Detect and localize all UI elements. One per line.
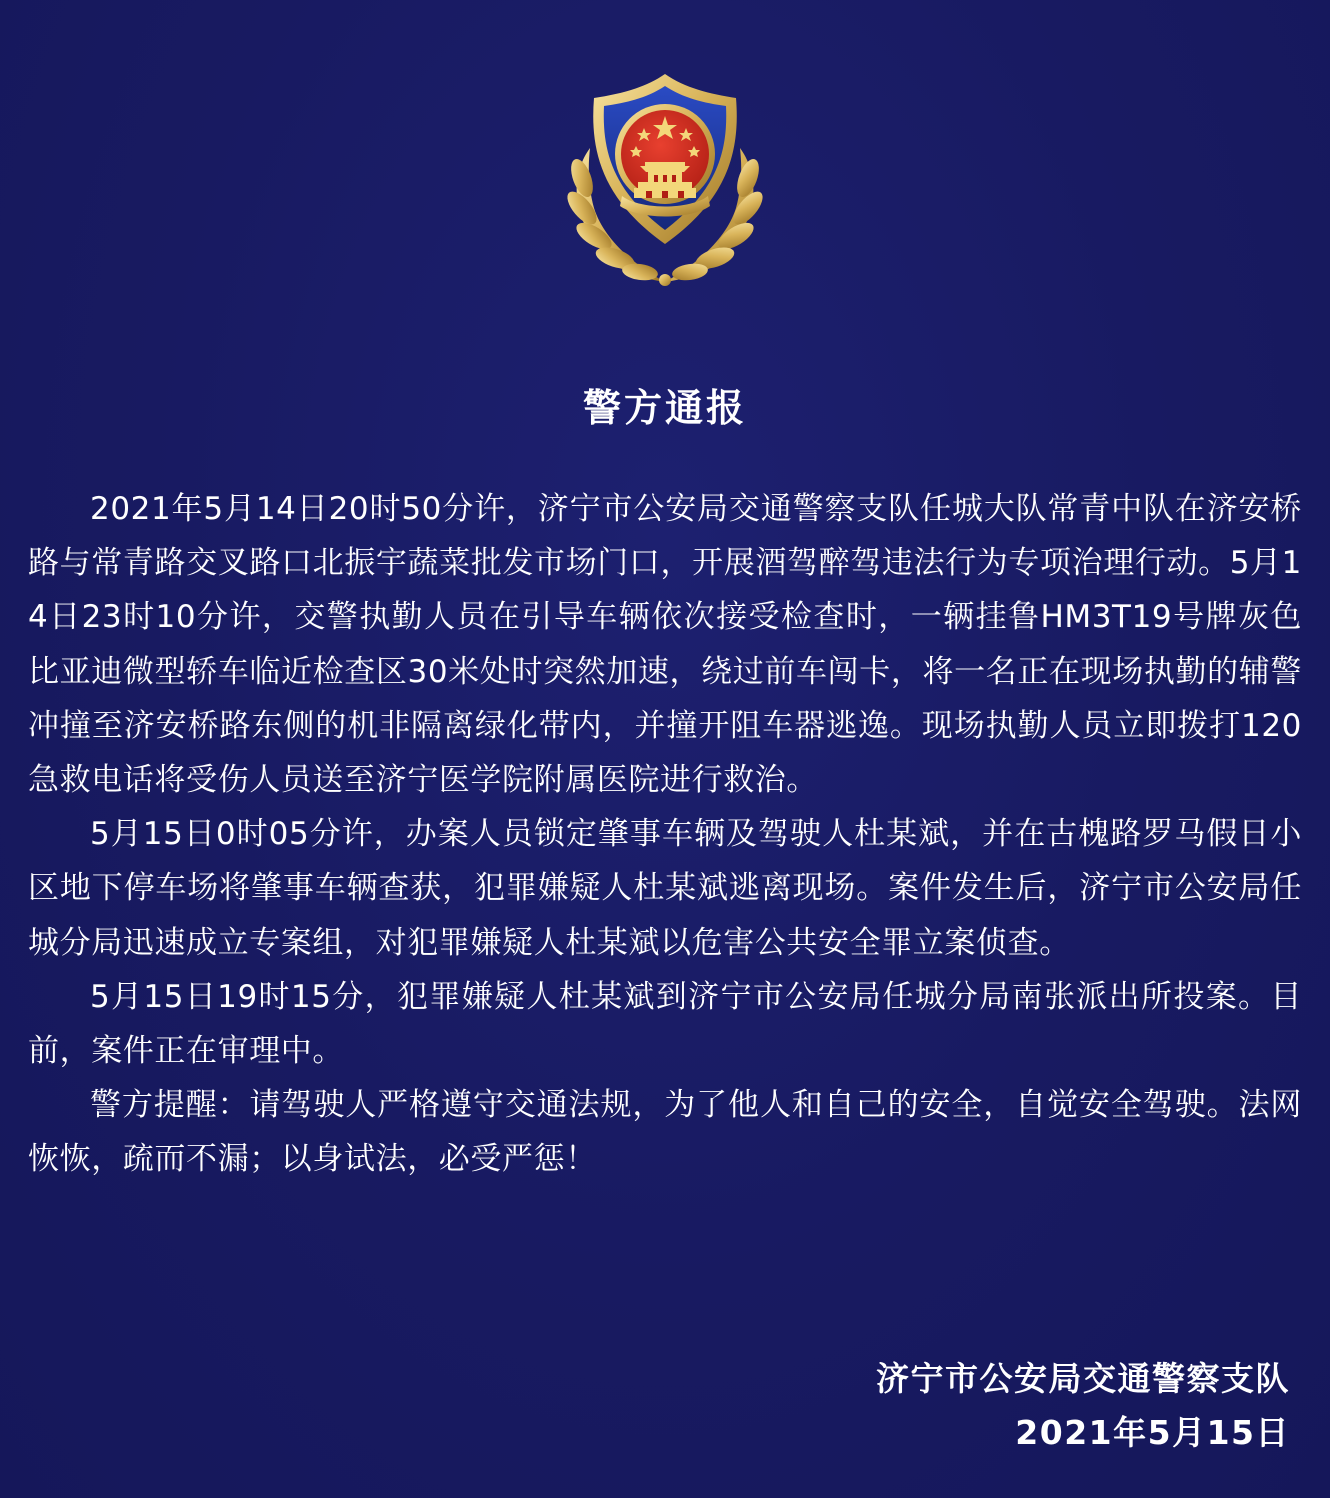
paragraph-reminder: 警方提醒：请驾驶人严格遵守交通法规，为了他人和自己的安全，自觉安全驾驶。法网恢恢，疏而不漏；以身试法，必受严惩！	[28, 1087, 1302, 1178]
issuer-name: 济宁市公安局交通警察支队	[876, 1359, 1290, 1398]
notice-body	[28, 482, 1302, 1187]
paragraph-surrender: 5月15日19时15分，犯罪嫌疑人杜某斌到济宁市公安局任城分局南张派出所投案。目前，案件正在审理中。	[28, 978, 1302, 1070]
signature-block	[876, 1352, 1290, 1460]
issue-date: 2021年5月15日	[1015, 1413, 1290, 1452]
notice-title: 警方通报	[582, 386, 747, 430]
police-emblem-icon	[560, 68, 770, 290]
paragraph-incident: 2021年5月14日20时50分许，济宁市公安局交通警察支队任城大队常青中队在济安桥路与常青路交叉路口北振宇蔬菜批发市场门口，开展酒驾醉驾违法行为专项治理行动。5月14日23时10分许，交警执勤人员在引导车辆依次接受检查时，一辆挂鲁HM3T19号牌灰色比亚迪微型轿车临近检查区30米处时突然加速，绕过前车闯卡，将一名正在现场执勤的辅警冲撞至济安桥路东侧的机非隔离绿化带内，并撞开阻车器逃逸。现场执勤人员立即拨打120急救电话将受伤人员送至济宁医学院附属医院进行救治。	[28, 491, 1302, 799]
paragraph-investigation: 5月15日0时05分许，办案人员锁定肇事车辆及驾驶人杜某斌，并在古槐路罗马假日小区地下停车场将肇事车辆查获，犯罪嫌疑人杜某斌逃离现场。案件发生后，济宁市公安局任城分局迅速成立专案组，对犯罪嫌疑人杜某斌以危害公共安全罪立案侦查。	[28, 816, 1302, 961]
